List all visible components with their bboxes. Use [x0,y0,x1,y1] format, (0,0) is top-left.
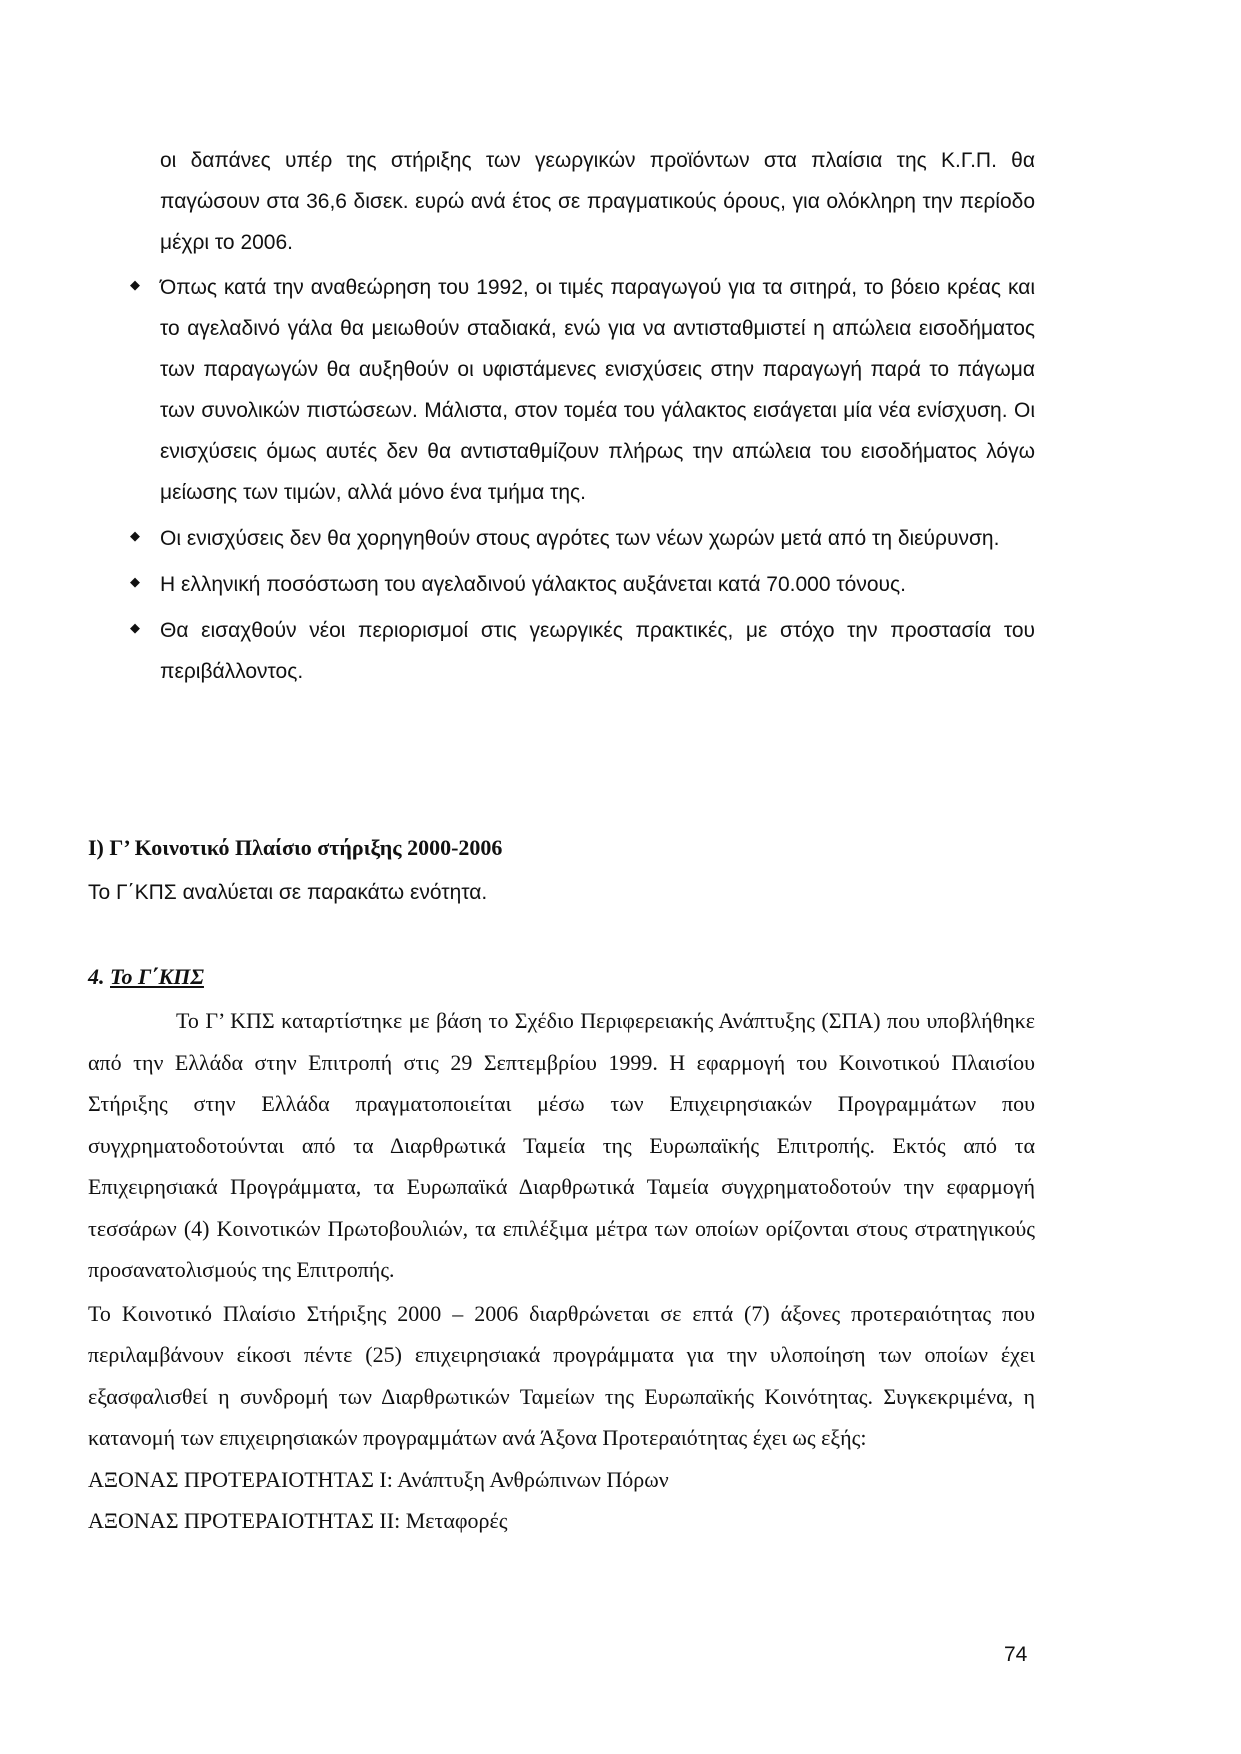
section-heading: Ι) Γ’ Κοινοτικό Πλαίσιο στήριξης 2000-2006 [88,835,503,860]
bullet-text: Οι ενισχύσεις δεν θα χορηγηθούν στους αγρότες των νέων χωρών μετά από τη διεύρυνση. [160,527,1000,550]
subsection-number: 4. [88,964,105,989]
bullet-list [130,267,1035,697]
list-item [130,518,1035,559]
body-text [88,1000,1035,1542]
bullet-text: Η ελληνική ποσόστωση του αγελαδινού γάλακτος αυξάνεται κατά 70.000 τόνους. [160,573,906,596]
diamond-bullet-icon: ◆ [130,574,140,589]
bullet-text: Θα εισαχθούν νέοι περιορισμοί στις γεωργικές πρακτικές, με στόχο την προστασία του περιβάλλοντος. [160,619,1035,683]
list-item [130,564,1035,605]
priority-axis-item: ΑΞΟΝΑΣ ΠΡΟΤΕΡΑΙΟΤΗΤΑΣ Ι: Ανάπτυξη Ανθρώπινων Πόρων [88,1466,669,1492]
page-number: 74 [1004,1643,1028,1666]
bullet-text: Όπως κατά την αναθεώρηση του 1992, οι τιμές παραγωγού για τα σιτηρά, το βόειο κρέας και το αγελαδινό γάλα θα μειωθούν σταδιακά, ενώ για να αντισταθμιστεί η απώλεια εισοδήματος των παραγωγών θα αυξηθούν οι υφιστάμενες ενισχύσεις στην παραγωγή παρά το πάγωμα των συνολικών πιστώσεων. Μάλιστα, στον τομέα του γάλακτος εισάγεται μία νέα ενίσχυση. Οι ενισχύσεις όμως αυτές δεν θα αντισταθμίζουν πλήρως την απώλεια του εισοδήματος λόγω μείωσης των τιμών, αλλά μόνο ένα τμήμα της. [160,276,1035,504]
intro-paragraph: οι δαπάνες υπέρ της στήριξης των γεωργικών προϊόντων στα πλαίσια της Κ.Γ.Π. θα παγώσουν στα 36,6 δισεκ. ευρώ ανά έτος σε πραγματικούς όρους, για ολόκληρη την περίοδο μέχρι το 2006. [160,149,1035,254]
section-note: Το Γ΄ΚΠΣ αναλύεται σε παρακάτω ενότητα. [88,881,488,904]
subsection-title: Το Γ΄ΚΠΣ [110,964,204,989]
diamond-bullet-icon: ◆ [130,528,140,543]
subsection-heading [88,957,204,997]
list-item [130,267,1035,513]
paragraph: Το Κοινοτικό Πλαίσιο Στήριξης 2000 – 2006 διαρθρώνεται σε επτά (7) άξονες προτεραιότητας που περιλαμβάνουν είκοσι πέντε (25) επιχειρησιακά προγράμματα για την υλοποίηση των οποίων έχει εξασφαλισθεί η συνδρομή των Διαρθρωτικών Ταμείων της Ευρωπαϊκής Κοινότητας. Συγκεκριμένα, η κατανομή των επιχειρησιακών προγραμμάτων ανά Άξονα Προτεραιότητας έχει ως εξής: [88,1300,1035,1450]
paragraph: Το Γ’ ΚΠΣ καταρτίστηκε με βάση το Σχέδιο Περιφερειακής Ανάπτυξης (ΣΠΑ) που υποβλήθηκε από την Ελλάδα στην Επιτροπή στις 29 Σεπτεμβρίου 1999. Η εφαρμογή του Κοινοτικού Πλαισίου Στήριξης στην Ελλάδα πραγματοποιείται μέσω των Επιχειρησιακών Προγραμμάτων που συγχρηματοδοτούνται από τα Διαρθρωτικά Ταμεία της Ευρωπαϊκής Επιτροπής. Εκτός από τα Επιχειρησιακά Προγράμματα, τα Ευρωπαϊκά Διαρθρωτικά Ταμεία συγχρηματοδοτούν την εφαρμογή τεσσάρων (4) Κοινοτικών Πρωτοβουλιών, τα επιλέξιμα μέτρα των οποίων ορίζονται στους στρατηγικούς προσανατολισμούς της Επιτροπής. [88,1008,1035,1282]
priority-axis-item: ΑΞΟΝΑΣ ΠΡΟΤΕΡΑΙΟΤΗΤΑΣ ΙΙ: Μεταφορές [88,1508,508,1533]
diamond-bullet-icon: ◆ [130,277,140,292]
diamond-bullet-icon: ◆ [130,620,140,635]
list-item [130,610,1035,692]
